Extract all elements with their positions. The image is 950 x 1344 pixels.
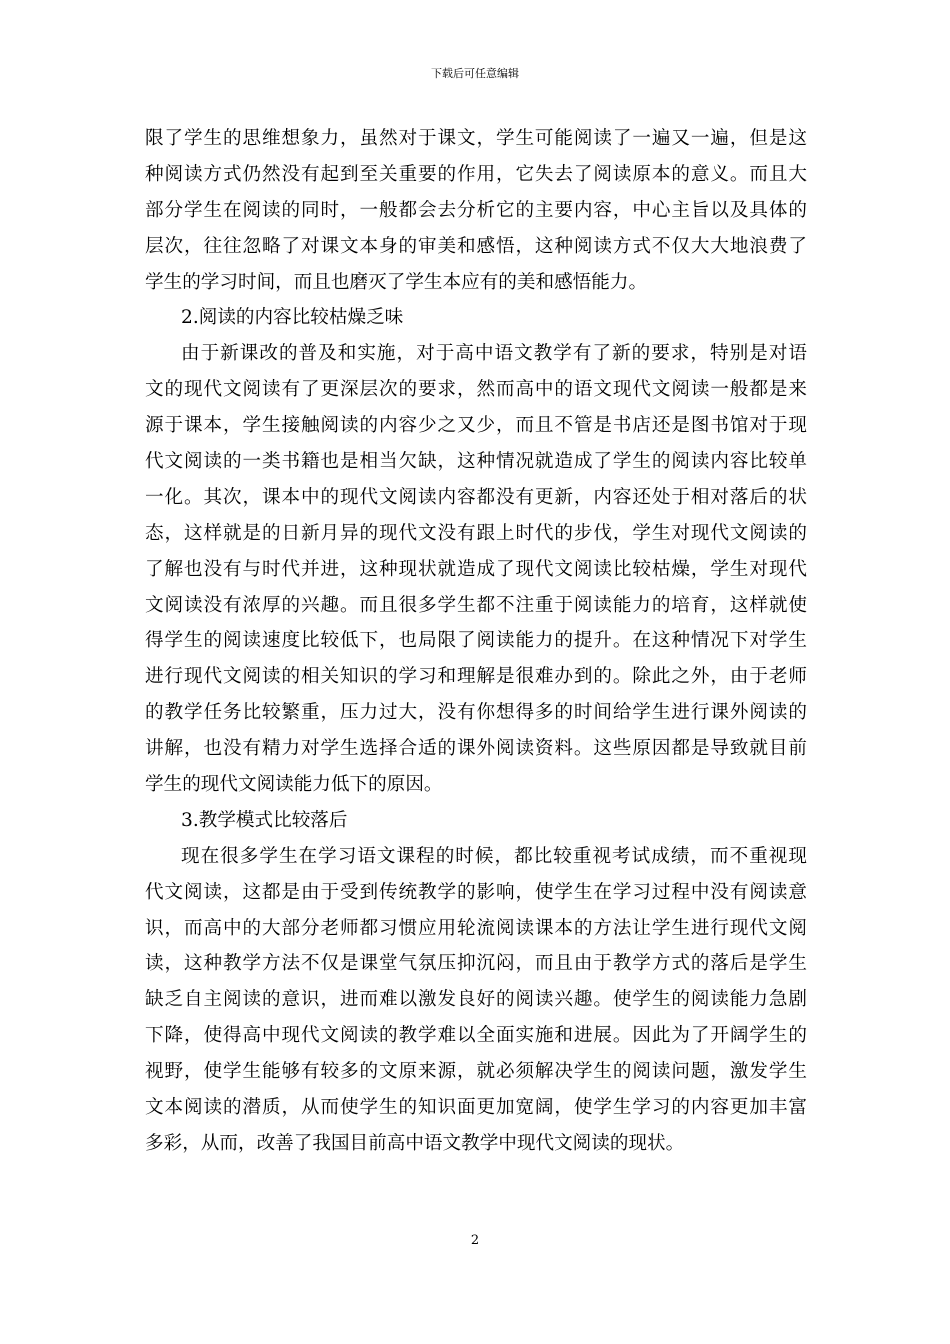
text-line: 现在很多学生在学习语文课程的时候，都比较重视考试成绩，而不重视现: [181, 845, 807, 867]
text-line: 一化。其次，课本中的现代文阅读内容都没有更新，内容还处于相对落后的状: [145, 486, 807, 508]
text-line: 文的现代文阅读有了更深层次的要求，然而高中的语文现代文阅读一般都是来: [145, 379, 807, 401]
text-line: 识，而高中的大部分老师都习惯应用轮流阅读课本的方法让学生进行现代文阅: [145, 917, 807, 939]
text-line: 文阅读没有浓厚的兴趣。而且很多学生都不注重于阅读能力的培育，这样就使: [145, 594, 807, 616]
text-line: 文本阅读的潜质，从而使学生的知识面更加宽阔，使学生学习的内容更加丰富: [145, 1097, 807, 1119]
text-line: 视野，使学生能够有较多的文原来源，就必须解决学生的阅读问题，激发学生: [145, 1061, 807, 1083]
text-line: 代文阅读的一类书籍也是相当欠缺，这种情况就造成了学生的阅读内容比较单: [145, 451, 807, 473]
page-number: 2: [470, 1233, 480, 1248]
section-heading: 2.阅读的内容比较枯燥乏味: [181, 307, 404, 329]
text-line: 的教学任务比较繁重，压力过大，没有你想得多的时间给学生进行课外阅读的: [145, 702, 807, 724]
text-line: 态，这样就是的日新月异的现代文没有跟上时代的步伐，学生对现代文阅读的: [145, 522, 807, 544]
text-line: 限了学生的思维想象力，虽然对于课文，学生可能阅读了一遍又一遍，但是这: [145, 128, 807, 149]
text-line: 学生的学习时间，而且也磨灭了学生本应有的美和感悟能力。: [145, 271, 648, 293]
text-line: 层次，往往忽略了对课文本身的审美和感悟，这种阅读方式不仅大大地浪费了: [145, 235, 807, 257]
text-line: 得学生的阅读速度比较低下，也局限了阅读能力的提升。在这种情况下对学生: [145, 630, 807, 652]
text-line: 读，这种教学方法不仅是课堂气氛压抑沉闷，而且由于教学方式的落后是学生: [145, 953, 807, 975]
text-line: 进行现代文阅读的相关知识的学习和理解是很难办到的。除此之外，由于老师: [145, 666, 807, 688]
text-line: 了解也没有与时代并进，这种现状就造成了现代文阅读比较枯燥，学生对现代: [145, 558, 807, 580]
text-line: 代文阅读，这都是由于受到传统教学的影响，使学生在学习过程中没有阅读意: [145, 881, 807, 903]
text-line: 部分学生在阅读的同时，一般都会去分析它的主要内容，中心主旨以及具体的: [145, 199, 807, 221]
text-line: 学生的现代文阅读能力低下的原因。: [145, 774, 443, 796]
text-line: 缺乏自主阅读的意识，进而难以激发良好的阅读兴趣。使学生的阅读能力急剧: [145, 989, 807, 1011]
text-line: 源于课本，学生接触阅读的内容少之又少，而且不管是书店还是图书馆对于现: [145, 415, 807, 437]
text-line: 种阅读方式仍然没有起到至关重要的作用，它失去了阅读原本的意义。而且大: [145, 163, 807, 185]
text-line: 讲解，也没有精力对学生选择合适的课外阅读资料。这些原因都是导致就目前: [145, 738, 807, 760]
document-body: [145, 121, 807, 1162]
section-heading: 3.教学模式比较落后: [181, 809, 348, 831]
text-line: 下降，使得高中现代文阅读的教学难以全面实施和进展。因此为了开阔学生的: [145, 1025, 807, 1047]
page-header: 下载后可任意编辑: [431, 67, 519, 80]
text-line: 由于新课改的普及和实施，对于高中语文教学有了新的要求，特别是对语: [181, 343, 807, 365]
text-line: 多彩，从而，改善了我国目前高中语文教学中现代文阅读的现状。: [145, 1132, 685, 1154]
